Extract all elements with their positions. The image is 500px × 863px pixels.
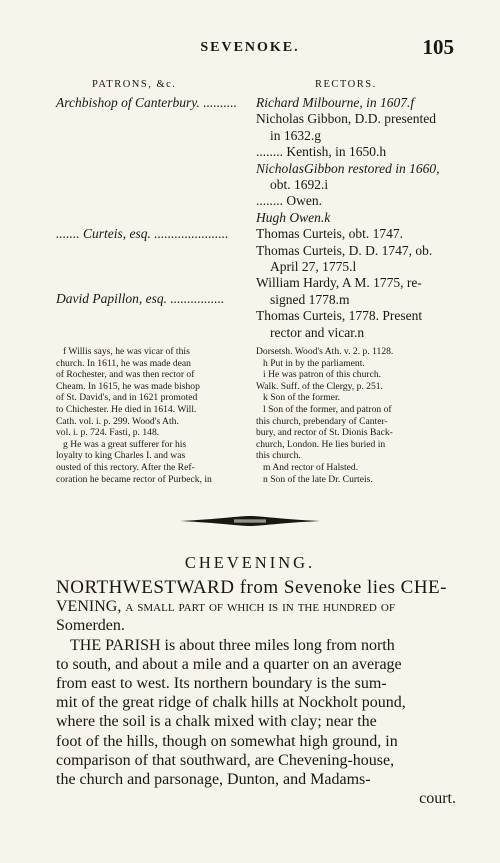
footnote-line: g He was a great sufferer for his: [63, 438, 187, 450]
rector-line: ........ Kentish, in 1650.h: [256, 144, 387, 160]
rector-line: in 1632.g: [270, 127, 322, 143]
patron-entry: David Papillon, esq. ................: [56, 291, 225, 306]
body-line: THE PARISH is about three miles long from north: [70, 636, 395, 654]
footnote-line: Cheam. In 1615, he was made bishop: [56, 380, 200, 392]
footnote-line: h Put in by the parliament.: [263, 357, 365, 369]
rector-line: rector and vicar.n: [270, 324, 365, 340]
rector-line: Thomas Curteis, D. D. 1747, ob.: [256, 242, 433, 258]
patron-entry: ....... Curteis, esq. ......................: [56, 226, 229, 241]
body-line: the church and parsonage, Dunton, and Madams-: [56, 771, 371, 789]
footnote-line: l Son of the former, and patron of: [263, 403, 392, 415]
footnote-line: of Rochester, and was then rector of: [56, 369, 195, 381]
rector-line: ........ Owen.: [256, 193, 322, 209]
footnotes-left: [56, 346, 248, 485]
footnote-line: church. In 1611, he was made dean: [56, 357, 191, 369]
body-line: foot of the hills, though on somewhat high ground, in: [56, 732, 398, 750]
rector-line: April 27, 1775.l: [270, 259, 357, 275]
footnote-line: ousted of this rectory. After the Ref-: [56, 461, 195, 473]
running-head: [0, 35, 500, 62]
body-line: VENING, a small part of which is in the hundred of: [56, 598, 395, 616]
footnote-line: to Chichester. He died in 1614. Will.: [56, 403, 197, 415]
body-line: comparison of that southward, are Chevening-house,: [56, 751, 395, 769]
patrons-heading: PATRONS, &c.: [92, 79, 177, 90]
footnotes-right: [256, 346, 456, 485]
footnote-line: k Son of the former.: [263, 392, 341, 404]
body-line: where the soil is a chalk mixed with clay; near the: [56, 713, 377, 731]
body-line: to south, and about a mile and a quarter on an average: [56, 655, 402, 673]
page-number: 105: [422, 35, 454, 59]
footnote-line: coration he became rector of Purbeck, in: [56, 473, 212, 485]
footnote-line: loyalty to king Charles I. and was: [56, 450, 186, 462]
section-title: CHEVENING.: [184, 553, 316, 572]
body-line: from east to west. Its northern boundary is the sum-: [56, 675, 387, 693]
footnote-line: Dorsetsh. Wood's Ath. v. 2. p. 1128.: [256, 346, 394, 357]
footnote-line: Walk. Suff. of the Clergy, p. 251.: [256, 380, 383, 392]
rector-line: Nicholas Gibbon, D.D. presented: [256, 111, 436, 127]
footnote-line: n Son of the late Dr. Curteis.: [263, 473, 373, 485]
body-line: court.: [419, 790, 456, 808]
rector-line: Richard Milbourne, in 1607.f: [256, 95, 415, 110]
footnote-line: of St. David's, and in 1621 promoted: [56, 392, 198, 404]
rector-line: obt. 1692.i: [270, 177, 329, 193]
rector-line: NicholasGibbon restored in 1660,: [256, 160, 440, 176]
rector-line: signed 1778.m: [270, 291, 350, 307]
running-head-title: SEVENOKE.: [200, 40, 300, 55]
footnote-line: this church.: [256, 450, 301, 462]
rectors-list: [256, 95, 456, 341]
footnote-line: f Willis says, he was vicar of this: [63, 346, 190, 357]
footnote-line: bury, and rector of St. Dionis Back-: [256, 427, 393, 439]
footnote-line: m And rector of Halsted.: [263, 461, 359, 473]
footnote-line: church, London. He lies buried in: [256, 438, 386, 450]
section-body: [56, 578, 456, 808]
rector-line: Thomas Curteis, 1778. Present: [256, 308, 423, 324]
rector-line: Hugh Owen.k: [256, 209, 331, 225]
rector-line: Thomas Curteis, obt. 1747.: [256, 226, 403, 242]
body-line: NORTHWESTWARD from Sevenoke lies CHE-: [56, 577, 447, 598]
body-line: mit of the great ridge of chalk hills at Nockholt pound,: [56, 694, 406, 712]
footnote-line: i He was patron of this church.: [263, 369, 382, 381]
footnote-line: Cath. vol. i. p. 299. Wood's Ath.: [56, 415, 179, 427]
patron-entry: Archbishop of Canterbury. ..........: [56, 95, 237, 110]
footnote-line: this church, prebendary of Canter-: [256, 415, 388, 427]
body-line: Somerden.: [56, 617, 125, 635]
ornament-divider-icon: [180, 515, 320, 527]
rector-line: William Hardy, A M. 1775, re-: [256, 275, 422, 291]
rectors-heading: RECTORS.: [315, 79, 377, 90]
footnote-line: vol. i. p. 724. Fasti, p. 148.: [56, 427, 160, 439]
